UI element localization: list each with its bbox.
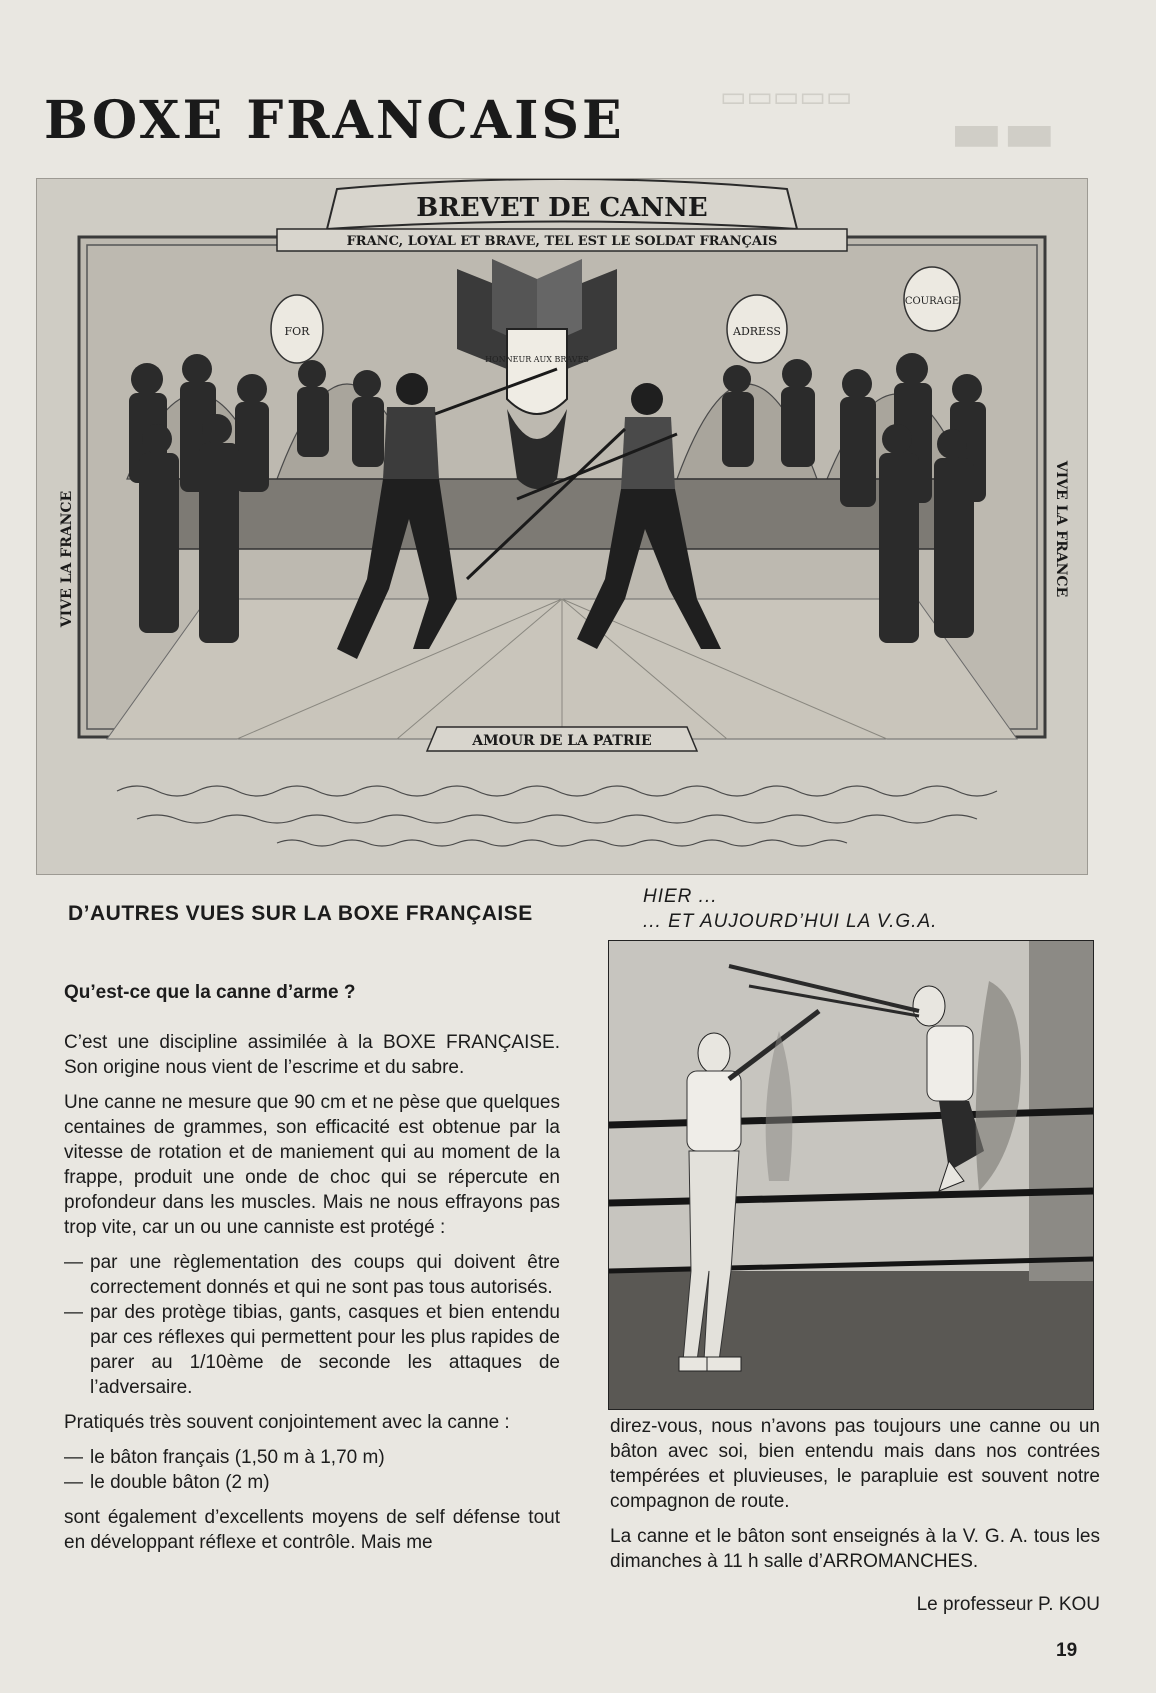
list-dash: —	[64, 1252, 83, 1273]
right-column-text	[610, 1414, 1100, 1584]
side-inscription-left: VIVE LA FRANCE	[59, 490, 75, 628]
list-item: — par des protège tibias, gants, casques et bien entendu par ces réflexes qui permettent pour les plus rapides de parer au 1/10ème de seconde les attaques de l’adversaire.	[64, 1302, 560, 1398]
article-paragraph: sont également d’excellents moyens de self défense tout en développant réflexe et contrôle. Mais me	[64, 1507, 560, 1553]
article-paragraph: Une canne ne mesure que 90 cm et ne pèse que quelques centaines de grammes, son efficacité est obtenue par la vitesse de rotation et de maniement qui au moment de la frappe, produit une onde de choc qui se répercute en profondeur dans les muscles. Mais ne nous effrayons pas trop vite, car un ou une canniste est protégé :	[64, 1092, 560, 1238]
weapons-list	[64, 1445, 560, 1495]
list-dash: —	[64, 1302, 83, 1323]
page-title: BOXE FRANCAISE	[44, 90, 625, 151]
show-through-decoration: ▬▬	[950, 100, 1056, 165]
vga-training-photo	[608, 940, 1094, 1410]
list-dash: —	[64, 1447, 83, 1468]
author-signature: Le professeur P. KOU	[916, 1594, 1100, 1615]
engraving-illustration	[37, 179, 1087, 874]
protection-list	[64, 1250, 560, 1400]
shield-text: HONNEUR AUX BRAVES	[485, 355, 589, 364]
engraving-footer-banner: AMOUR DE LA PATRIE	[472, 733, 652, 749]
page-number: 19	[1056, 1640, 1078, 1661]
list-dash: —	[64, 1472, 83, 1493]
engraving-banner: BREVET DE CANNE	[416, 193, 708, 223]
article-body	[64, 1030, 560, 1565]
article-paragraph: direz-vous, nous n’avons pas toujours une canne ou un bâton avec soi, bien entendu mais dans nos contrées tempérées et pluvieuses, le parapluie est souvent notre compagnon de route.	[610, 1416, 1100, 1512]
list-item: — le double bâton (2 m)	[64, 1472, 270, 1493]
show-through-decoration: ▭▭▭▭▭	[720, 80, 853, 113]
article-heading: D’AUTRES VUES SUR LA BOXE FRANÇAISE	[68, 902, 533, 925]
photo-illustration	[609, 941, 1093, 1409]
article-question: Qu’est-ce que la canne d’arme ?	[64, 982, 356, 1003]
article-paragraph: Pratiqués très souvent conjointement avec la canne :	[64, 1412, 510, 1433]
list-item: — par une règlementation des coups qui doivent être correctement donnés et qui ne sont pas tous autorisés.	[64, 1252, 560, 1298]
brevet-de-canne-engraving	[36, 178, 1088, 875]
engraving-motto: FRANC, LOYAL ET BRAVE, TEL EST LE SOLDAT FRANÇAIS	[346, 234, 778, 249]
article-paragraph: C’est une discipline assimilée à la BOXE FRANÇAISE. Son origine nous vient de l’escrime et du sabre.	[64, 1032, 560, 1078]
article-paragraph: La canne et le bâton sont enseignés à la V. G. A. tous les dimanches à 11 h salle d’ARROMANCHES.	[610, 1526, 1100, 1572]
medallion-left-text: FOR	[284, 325, 310, 338]
caption-line-2: ... ET AUJOURD’HUI LA V.G.A.	[643, 911, 938, 932]
medallion-far-right-text: COURAGE	[904, 296, 960, 307]
medallion-right-text: ADRESS	[733, 325, 781, 338]
photo-caption	[643, 884, 937, 934]
caption-line-1: HIER ...	[643, 886, 718, 907]
list-item: — le bâton français (1,50 m à 1,70 m)	[64, 1447, 385, 1468]
side-inscription-right: VIVE LA FRANCE	[1053, 460, 1069, 598]
